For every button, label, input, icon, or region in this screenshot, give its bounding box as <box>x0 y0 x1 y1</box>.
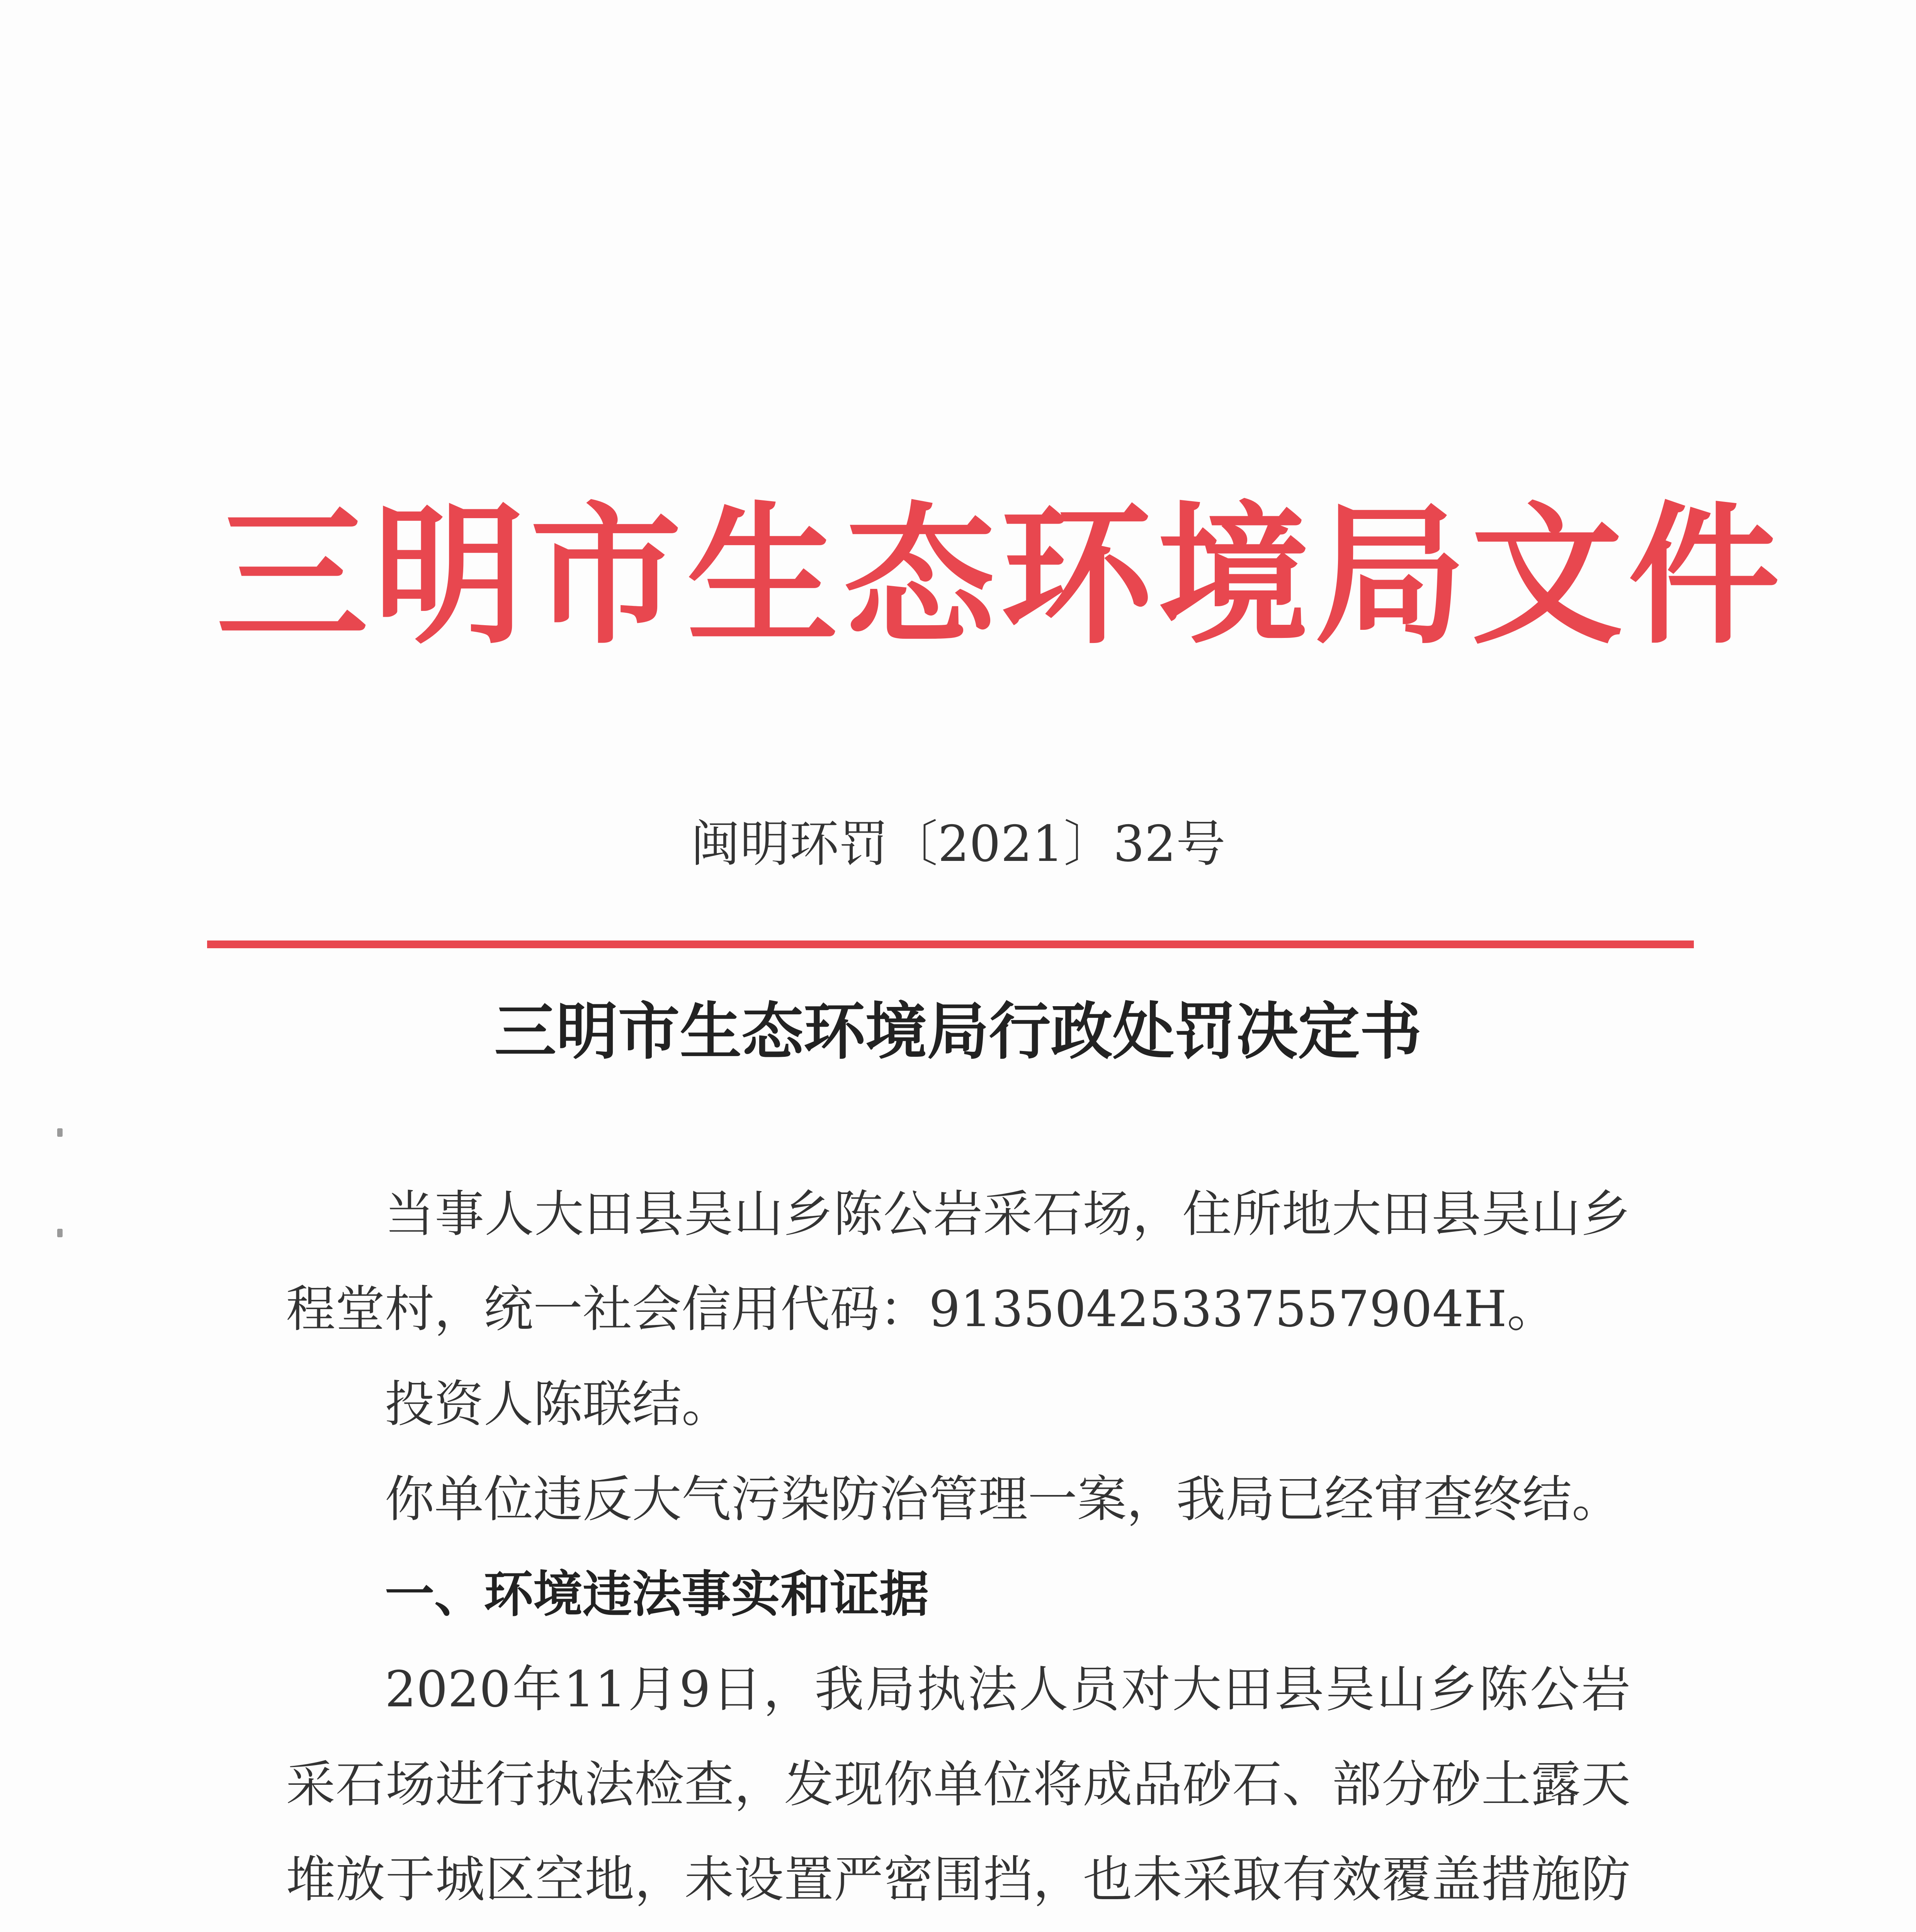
party-info-paragraph: 当事人大田县吴山乡陈公岩采石场，住所地大田县吴山乡程堂村，统一社会信用代码：91350425337557904H。 <box>286 1185 1630 1338</box>
scan-margin-mark <box>57 1128 63 1137</box>
masthead-title: 三明市生态环境局文件 <box>216 487 1785 665</box>
section-heading: 一、环境违法事实和证据 <box>385 1566 929 1623</box>
facts-paragraph: 2020年11月9日，我局执法人员对大田县吴山乡陈公岩采石场进行执法检查，发现你单位将成品砂石、部分砂土露天堆放于城区空地，未设置严密围挡，也未采取有效覆盖措施防 <box>286 1661 1630 1908</box>
document-body <box>286 1167 1630 1932</box>
investor-paragraph: 投资人陈联结。 <box>385 1376 731 1433</box>
scan-margin-mark <box>57 1229 63 1237</box>
document-title: 三明市生态环境局行政处罚决定书 <box>494 995 1422 1068</box>
red-divider-line <box>207 940 1694 948</box>
document-number: 闽明环罚〔2021〕32号 <box>690 815 1226 873</box>
case-summary-paragraph: 你单位违反大气污染防治管理一案，我局已经审查终结。 <box>385 1471 1622 1528</box>
